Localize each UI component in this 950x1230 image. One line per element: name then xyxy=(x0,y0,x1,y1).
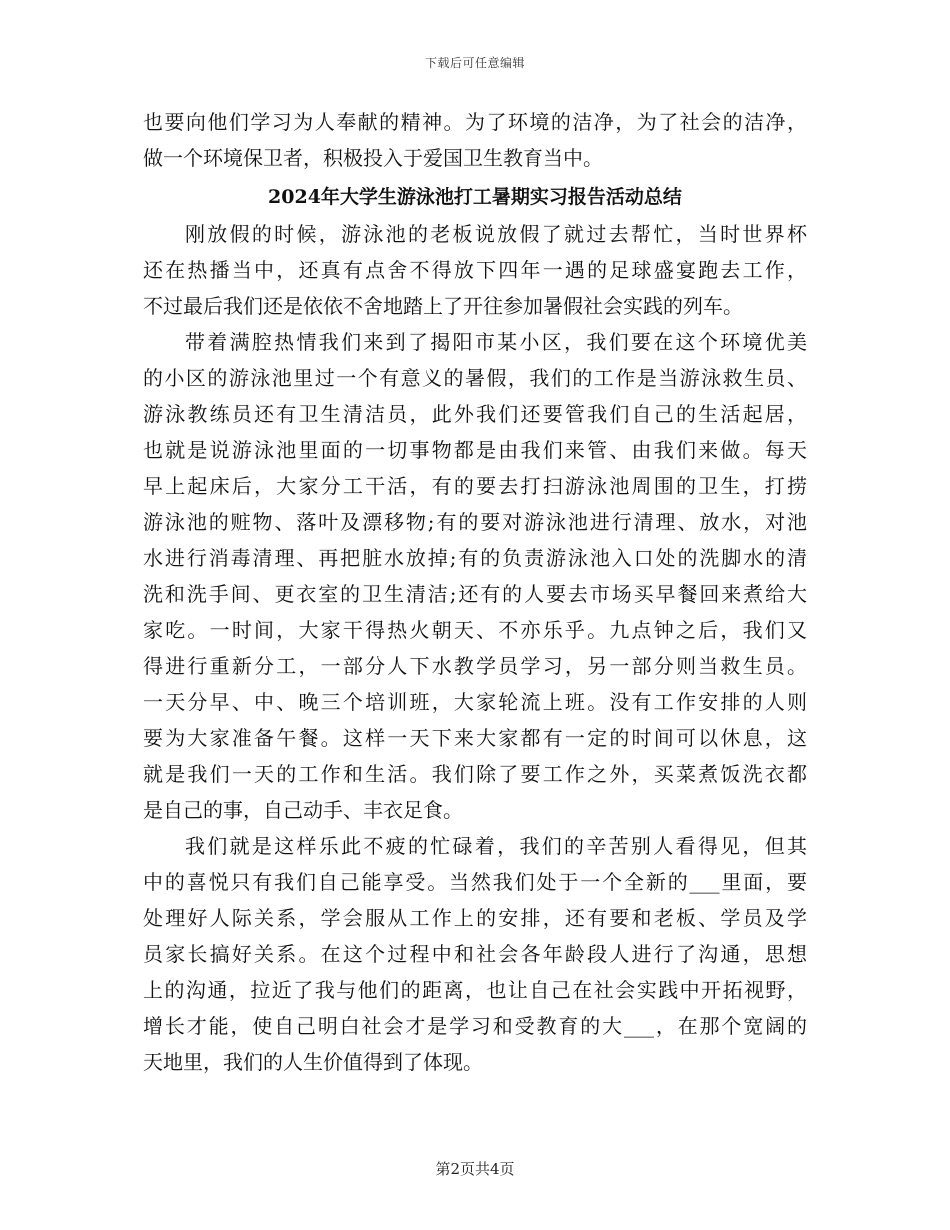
text-line: 我们就是这样乐此不疲的忙碌着，我们的辛苦别人看得见，但其 xyxy=(185,834,807,858)
text-line: 做一个环境保卫者，积极投入于爱国卫生教育当中。 xyxy=(143,146,603,170)
text-line: 天地里，我们的人生价值得到了体现。 xyxy=(143,1050,483,1074)
text-line: 早上起床后，大家分工干活，有的要去打扫游泳池周围的卫生，打捞 xyxy=(143,474,807,498)
text-line: 游泳池的赃物、落叶及漂移物;有的要对游泳池进行清理、放水，对池 xyxy=(143,510,807,534)
text-line: 刚放假的时候，游泳池的老板说放假了就过去帮忙，当时世界杯 xyxy=(185,222,807,246)
text-line: 是自己的事，自己动手、丰衣足食。 xyxy=(143,798,463,822)
page-footer: 第2页共4页 xyxy=(435,1160,515,1178)
paragraph-3 xyxy=(143,828,807,1080)
text-line: 中的喜悦只有我们自己能享受。当然我们处于一个全新的___里面，要 xyxy=(143,870,807,894)
text-line: 也就是说游泳池里面的一切事物都是由我们来管、由我们来做。每天 xyxy=(143,438,807,462)
text-line: 要为大家准备午餐。这样一天下来大家都有一定的时间可以休息，这 xyxy=(143,726,807,750)
intro-section xyxy=(143,104,807,176)
page-header: 下载后可任意编辑 xyxy=(424,56,525,70)
text-line: 增长才能，使自己明白社会才是学习和受教育的大___，在那个宽阔的 xyxy=(143,1014,807,1038)
text-line: 得进行重新分工，一部分人下水教学员学习，另一部分则当救生员。 xyxy=(143,654,807,678)
text-line: 也要向他们学习为人奉献的精神。为了环境的洁净，为了社会的洁净， xyxy=(143,110,807,134)
text-line: 家吃。一时间，大家干得热火朝天、不亦乐乎。九点钟之后，我们又 xyxy=(143,618,807,642)
document-body xyxy=(143,104,807,1080)
paragraph-2 xyxy=(143,324,807,828)
text-line: 员家长搞好关系。在这个过程中和社会各年龄段人进行了沟通，思想 xyxy=(143,942,807,966)
document-title: 2024年大学生游泳池打工暑期实习报告活动总结 xyxy=(268,186,682,208)
text-line: 带着满腔热情我们来到了揭阳市某小区，我们要在这个环境优美 xyxy=(185,330,807,354)
text-line: 上的沟通，拉近了我与他们的距离，也让自己在社会实践中开拓视野， xyxy=(143,978,807,1002)
paragraph-1 xyxy=(143,216,807,324)
text-line: 水进行消毒清理、再把脏水放掉;有的负责游泳池入口处的洗脚水的清 xyxy=(143,546,807,570)
text-line: 的小区的游泳池里过一个有意义的暑假，我们的工作是当游泳救生员、 xyxy=(143,366,807,390)
text-line: 洗和洗手间、更衣室的卫生清洁;还有的人要去市场买早餐回来煮给大 xyxy=(143,582,807,606)
text-line: 游泳教练员还有卫生清洁员，此外我们还要管我们自己的生活起居， xyxy=(143,402,807,426)
text-line: 就是我们一天的工作和生活。我们除了要工作之外，买菜煮饭洗衣都 xyxy=(143,762,807,786)
text-line: 还在热播当中，还真有点舍不得放下四年一遇的足球盛宴跑去工作， xyxy=(143,258,807,282)
text-line: 一天分早、中、晚三个培训班，大家轮流上班。没有工作安排的人则 xyxy=(143,690,807,714)
text-line: 不过最后我们还是依依不舍地踏上了开往参加暑假社会实践的列车。 xyxy=(143,294,743,318)
text-line: 处理好人际关系，学会服从工作上的安排，还有要和老板、学员及学 xyxy=(143,906,807,930)
